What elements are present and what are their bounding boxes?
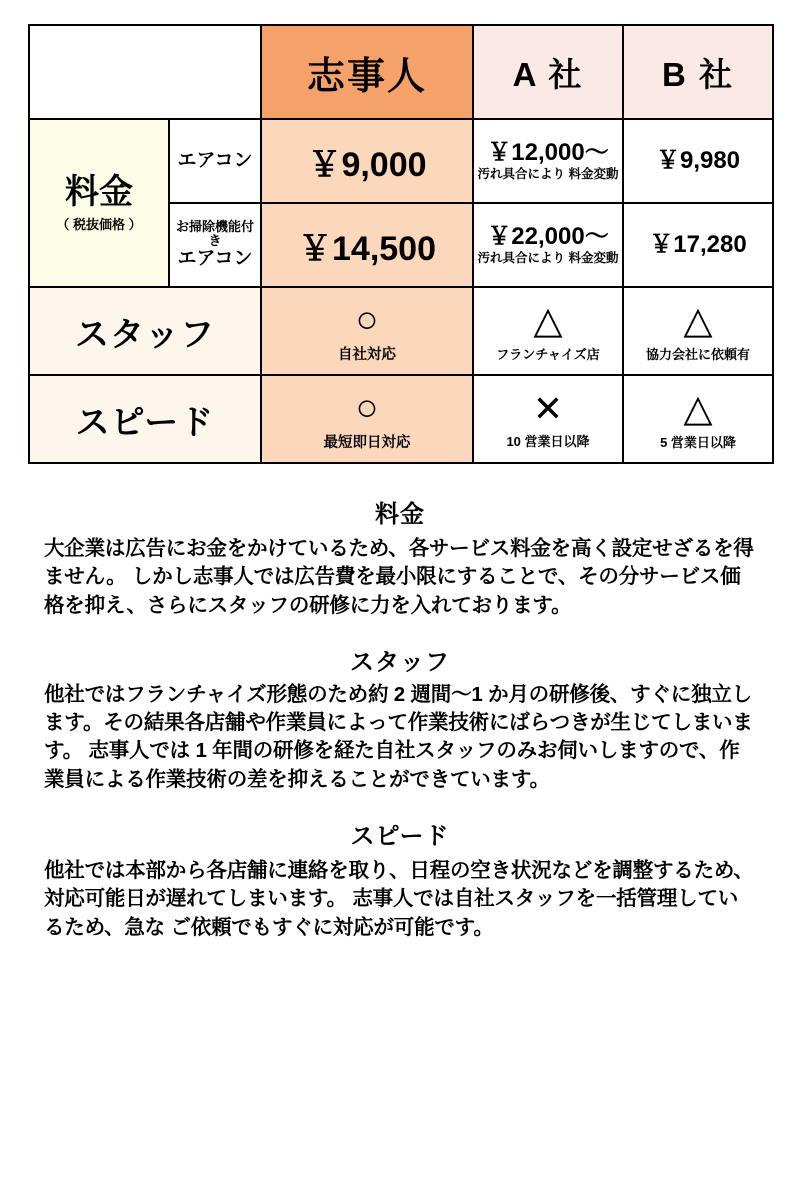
price-main-aircon: ￥9,000 [261, 119, 473, 203]
price-b-selfclean [623, 203, 773, 287]
staff-main-cell [261, 287, 473, 375]
cross-icon: ✕ [532, 387, 564, 429]
sub-label-selfclean-aircon [169, 203, 261, 287]
circle-icon: ○ [355, 298, 379, 341]
price-a-aircon-note: 汚れ具合により 料金変動 [477, 166, 619, 181]
section-price-title: 料金 [375, 501, 425, 528]
section-speed-body: 他社では本部から各店舗に連絡を取り、日程の空き状況などを調整するため、対応可能日が遅れてしまいます。 志事人では自社スタッフを一括管理しているため、急な ご依頼でもすぐに対応が可能です。 [44, 858, 754, 939]
table-row [29, 375, 773, 463]
section-speed [44, 816, 756, 942]
comparison-table [28, 24, 774, 464]
row-label-staff: スタッフ [29, 287, 261, 375]
speed-main-cell [261, 375, 473, 463]
speed-a-cell [473, 375, 623, 463]
comparison-table-container [0, 0, 800, 464]
price-a-aircon [473, 119, 623, 203]
speed-a-note: 10 営業日以降 [506, 433, 590, 449]
header-blank-cell [29, 25, 261, 119]
triangle-icon: △ [533, 299, 563, 342]
table-header-row [29, 25, 773, 119]
staff-a-cell [473, 287, 623, 375]
header-main-company: 志事人 [261, 25, 473, 119]
row-label-price-text: 料金 [65, 172, 133, 211]
speed-b-cell [623, 375, 773, 463]
triangle-icon: △ [683, 387, 713, 430]
sub-label-selfclean-small: お掃除機能付き [175, 218, 254, 249]
staff-b-note: 協力会社に依頼有 [645, 346, 750, 362]
header-company-b: B 社 [623, 25, 773, 119]
price-b-aircon [623, 119, 773, 203]
description-container [0, 464, 800, 942]
section-price-body: 大企業は広告にお金をかけているため、各サービス料金を高く設定せざるを得ません。 しかし志事人では広告費を最小限にすることで、その分サービス価格を抑え、さらにスタッフの研修に力を入れております。 [44, 537, 754, 617]
section-speed-title: スピード [350, 822, 450, 850]
sub-label-aircon-text: エアコン [177, 149, 253, 171]
price-b-selfclean-value: ￥17,280 [649, 231, 747, 259]
price-a-selfclean-value: ￥22,000〜 [487, 222, 609, 250]
price-a-selfclean [473, 203, 623, 287]
price-a-aircon-value: ￥12,000〜 [487, 138, 609, 166]
header-company-a: A 社 [473, 25, 623, 119]
price-b-aircon-value: ￥9,980 [655, 147, 741, 175]
speed-main-note: 最短即日対応 [323, 434, 411, 451]
row-label-price [29, 119, 169, 287]
section-staff-title: スタッフ [350, 648, 450, 676]
price-a-selfclean-note: 汚れ具合により 料金変動 [477, 250, 619, 265]
row-label-speed: スピード [29, 375, 261, 463]
row-label-price-sub: （ 税抜価格 ） [56, 217, 142, 233]
table-row [29, 119, 773, 203]
speed-b-note: 5 営業日以降 [660, 434, 736, 450]
triangle-icon: △ [683, 299, 713, 342]
section-staff-body: 他社ではフランチャイズ形態のため約 2 週間〜1 か月の研修後、すぐに独立します。その結果各店舗や作業員によって作業技術にばらつきが生じてしまいます。 志事人では 1 年間の研修を経た自社スタッフのみお伺いしますので、作業員による作業技術の差を抑えることができています。 [44, 682, 753, 791]
section-staff [44, 642, 756, 794]
price-main-selfclean: ￥14,500 [261, 203, 473, 287]
section-price [44, 494, 756, 620]
staff-main-note: 自社対応 [338, 346, 396, 363]
staff-a-note: フランチャイズ店 [496, 346, 600, 362]
circle-icon: ○ [355, 386, 379, 429]
sub-label-selfclean-text: エアコン [177, 248, 253, 270]
table-row [29, 287, 773, 375]
staff-b-cell [623, 287, 773, 375]
sub-label-aircon [169, 119, 261, 203]
